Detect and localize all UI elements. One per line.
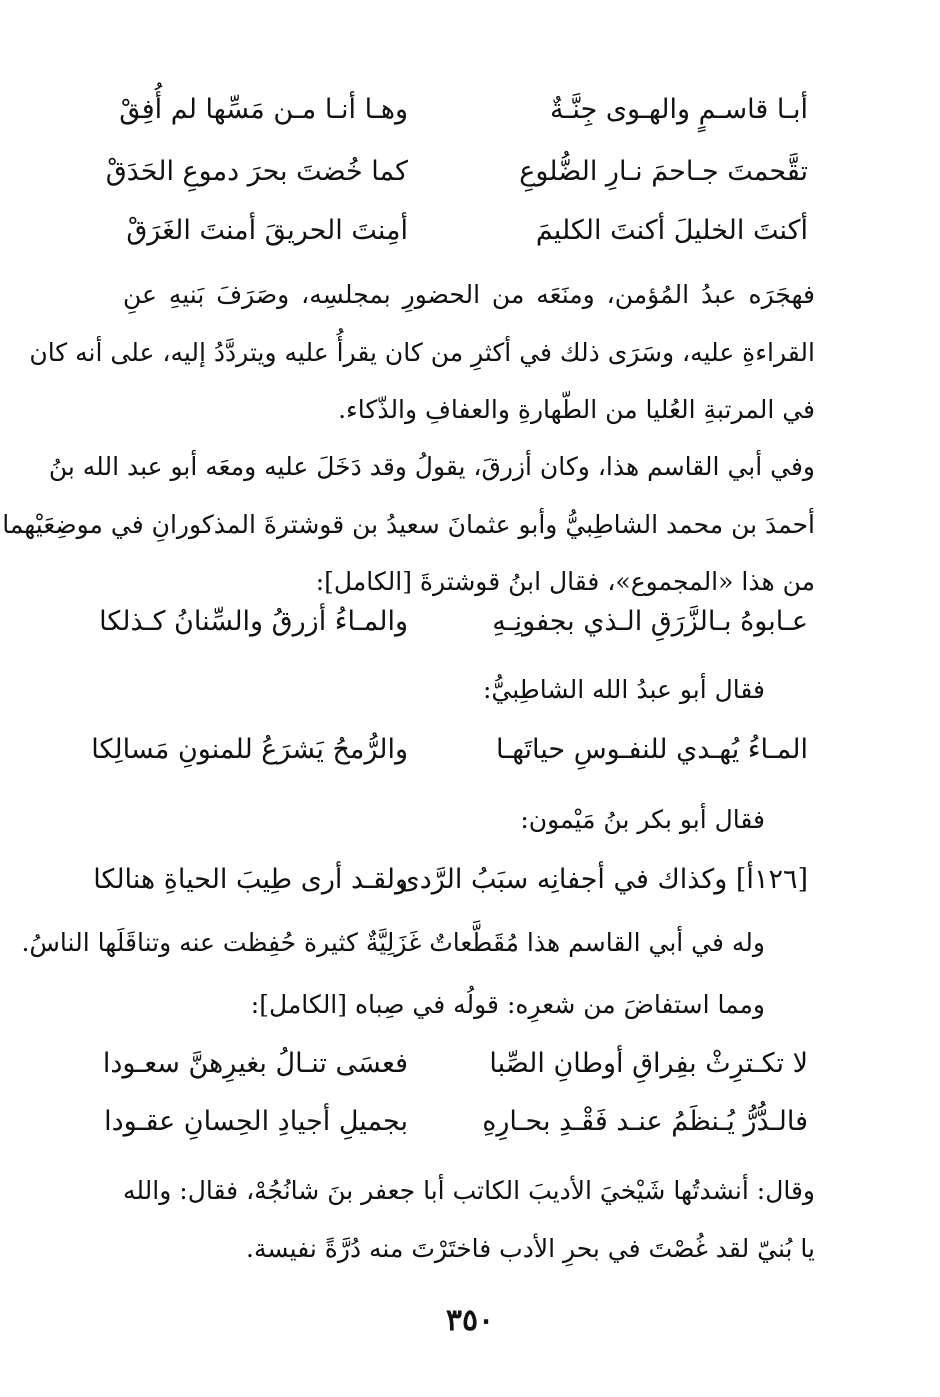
verse-intro: فقال أبو بكر بنُ مَيْمون:: [520, 805, 765, 834]
verse-intro: فقال أبو عبدُ الله الشاطِبيُّ:: [483, 675, 765, 704]
verse-hemistich-second: والمـاءُ أزرقُ والسِّنانُ كـذلكا: [99, 606, 408, 637]
verse-hemistich-second: فعسَى تنـالُ بغيرِهنَّ سعـودا: [102, 1048, 408, 1079]
text-line: من هذا «المجموع»، فقال ابنُ قوشترةَ [الكامل]:: [315, 567, 815, 596]
verse-hemistich-second: أمِنتَ الحريقَ أمنتَ الغَرَقْ: [126, 215, 408, 246]
paragraph-3: وله في أبي القاسم هذا مُقَطَّعاتٌ غَزَلِيَّةٌ كثيرة حُفِظت عنه وتناقَلَها الناسُ.: [21, 928, 765, 957]
verse-hemistich-first: المـاءُ يُهـدي للنفـوسِ حياتَهـا: [495, 734, 808, 765]
paragraph-2: [2, 438, 815, 611]
verse-hemistich-second: وهـا أنـا مـن مَسِّها لم أُفِقْ: [119, 94, 408, 125]
verse-hemistich-first: لا تكـترِثْ بفِراقِ أوطانِ الصِّبا: [489, 1048, 808, 1079]
text-line: فهجَرَه عبدُ المُؤمن، ومنَعَه من الحضورِ بمجلسِه، وصَرَفَ بَنيهِ عنِ: [123, 280, 815, 309]
paragraph-1: [29, 266, 815, 439]
verse-intro: ومما استفاضَ من شعرِه: قولُه في صِباه [الكامل]:: [250, 990, 765, 1019]
text-line: وفي أبي القاسم هذا، وكان أزرقَ، يقولُ وقد دَخَلَ عليه ومعَه أبو عبد الله بنُ: [48, 452, 815, 481]
verse-hemistich-first: أكنتَ الخليلَ أكنتَ الكليمَ: [535, 215, 808, 246]
text-line: يا بُنيّ لقد غُصْتَ في بحرِ الأدب فاختَرْتَ منه دُرَّةً نفيسة.: [246, 1233, 815, 1263]
page-number: ٣٥٠: [445, 1303, 495, 1338]
verse-hemistich-second: كما خُضتَ بحرَ دموعِ الحَدَقْ: [105, 156, 408, 187]
text-line: وقال: أنشدتُها شَيْخيَ الأديبَ الكاتب أبا جعفر بنَ شانُجُهْ، فقال: والله: [123, 1176, 815, 1205]
verse-hemistich-second: بجميلِ أجيادِ الحِسانِ عقـودا: [104, 1106, 408, 1137]
verse-hemistich-second: ولقـد أرى طِيبَ الحياةِ هنالكا: [93, 864, 408, 895]
paragraph-4: [123, 1162, 815, 1277]
text-line: القراءةِ عليه، وسَرَى ذلك في أكثرِ من كان يقرأُ عليه ويتردَّدُ إليه، على أنه كان: [29, 337, 815, 367]
verse-hemistich-first: [١٢٦أ] وكذاك في أجفانِه سبَبُ الرَّدى: [398, 864, 808, 895]
text-line: أحمدَ بن محمد الشاطِبيُّ وأبو عثمانَ سعيدُ بن قوشترةَ المذكورانِ في موضِعَيْهما: [2, 509, 815, 539]
text-line: في المرتبةِ العُليا من الطّهارةِ والعفافِ والذّكاء.: [338, 395, 815, 424]
verse-hemistich-second: والرُّمحُ يَشرَعُ للمنونِ مَسالِكا: [91, 734, 408, 765]
verse-hemistich-first: تقَّحمتَ جـاحمَ نـارِ الضُّلوعِ: [519, 156, 808, 187]
verse-hemistich-first: عـابوهُ بـالزَّرَقِ الـذي بجفونِـهِ: [492, 606, 808, 637]
verse-hemistich-first: فالـدُّرُّ يُـنظَمُ عنـد فَقْـدِ بحـارِهِ: [482, 1106, 808, 1137]
verse-hemistich-first: أبـا قاسـمٍ والهـوى جِنَّـةٌ: [550, 94, 808, 125]
